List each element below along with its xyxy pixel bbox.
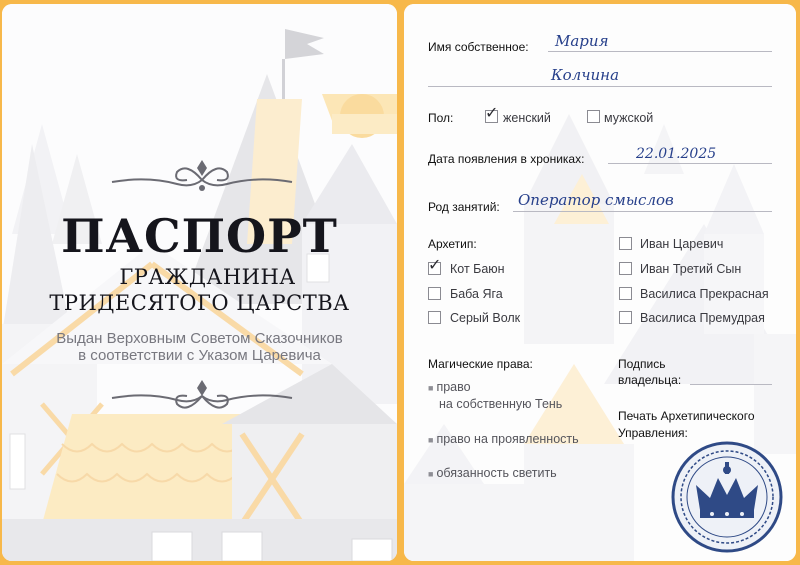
signature-label-line2: владельца:: [618, 373, 682, 387]
issued-by-line2: в соответствии с Указом Царевича: [78, 347, 321, 364]
signature-line: [690, 384, 772, 385]
magic-right-item: ■ право: [428, 380, 471, 394]
occupation-line: [513, 211, 772, 212]
archetype-label-baba-yaga: Баба Яга: [450, 287, 503, 301]
passport-subtitle-line1: ГРАЖДАНИНА: [119, 265, 296, 289]
passport-cover: [2, 4, 397, 561]
gender-female-label: женский: [503, 111, 551, 125]
archetype-label-ivan-tsarevich: Иван Царевич: [640, 237, 724, 251]
archetype-label-vasilisa-premudraya: Василиса Премудрая: [640, 311, 765, 325]
magic-right-item: ■ обязанность светить: [428, 466, 557, 480]
archetype-checkbox-ivan-tretiy-syn[interactable]: [619, 262, 632, 275]
magic-rights-label: Магические права:: [428, 357, 533, 371]
occupation-label: Род занятий:: [428, 200, 500, 214]
archetype-checkbox-vasilisa-prekrasnaya[interactable]: [619, 287, 632, 300]
date-value: 22.01.2025: [636, 146, 717, 162]
gender-label: Пол:: [428, 111, 454, 125]
magic-right-item: ■ право на проявленность: [428, 432, 579, 446]
signature-label-line1: Подпись: [618, 357, 666, 371]
archetype-label: Архетип:: [428, 237, 477, 251]
ornament-scroll-bottom: [107, 376, 297, 420]
crown-seal-icon: [670, 440, 784, 554]
archetype-checkbox-baba-yaga[interactable]: [428, 287, 441, 300]
stamp-label-line2: Управления:: [618, 426, 688, 440]
occupation-value: Оператор смыслов: [518, 191, 674, 209]
checkmark-icon: ✓: [485, 105, 499, 122]
archetype-checkbox-ivan-tsarevich[interactable]: [619, 237, 632, 250]
last-name-value: Колчина: [551, 66, 620, 84]
passport-title: ПАСПОРТ: [61, 209, 338, 263]
checkmark-icon: ✓: [428, 257, 442, 274]
gender-male-label: мужской: [604, 111, 654, 125]
last-name-line: [428, 86, 772, 87]
magic-right-item-continued: на собственную Тень: [439, 397, 563, 411]
archetype-label-seryi-volk: Серый Волк: [450, 311, 521, 325]
date-line: [608, 163, 772, 164]
first-name-line: [548, 51, 772, 52]
stamp-label-line1: Печать Архетипического: [618, 409, 755, 423]
issued-by-line1: Выдан Верховным Советом Сказочников: [56, 330, 343, 347]
name-label: Имя собственное:: [428, 40, 529, 54]
archetype-checkbox-vasilisa-premudraya[interactable]: [619, 311, 632, 324]
passport-subtitle-line2: ТРИДЕСЯТОГО ЦАРСТВА: [49, 291, 350, 315]
archetype-label-ivan-tretiy-syn: Иван Третий Сын: [640, 262, 742, 276]
first-name-value: Мария: [555, 32, 609, 50]
archetype-label-kot-bayun: Кот Баюн: [450, 262, 505, 276]
date-label: Дата появления в хрониках:: [428, 152, 585, 166]
archetype-label-vasilisa-prekrasnaya: Василиса Прекрасная: [640, 287, 769, 301]
gender-male-checkbox[interactable]: [587, 110, 600, 123]
archetype-checkbox-seryi-volk[interactable]: [428, 311, 441, 324]
ornament-scroll-top: [107, 154, 297, 198]
